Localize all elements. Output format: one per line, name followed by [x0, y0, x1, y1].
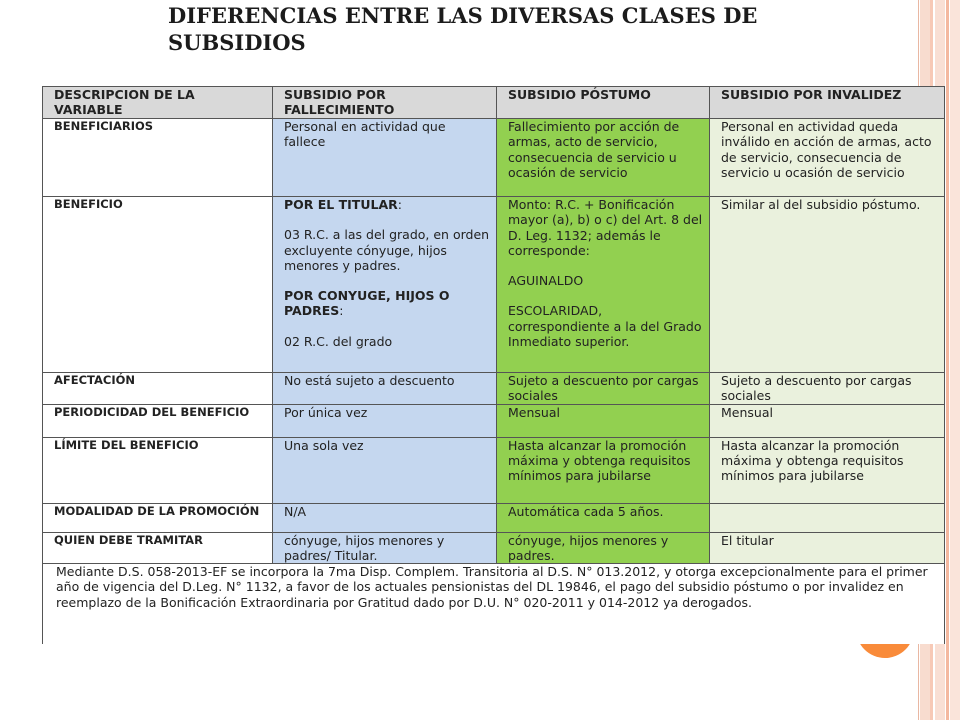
header-variable: DESCRIPCION DE LA VARIABLE [43, 87, 273, 119]
titular-colon: : [397, 197, 402, 212]
header-fallecimiento: SUBSIDIO POR FALLECIMIENTO [273, 87, 497, 119]
conyuge-benefit-text: 02 R.C. del grado [284, 333, 393, 349]
invalidez-cell: Sujeto a descuento por cargas sociales [710, 373, 945, 405]
conyuge-label: POR CONYUGE, HIJOS O PADRES [284, 288, 450, 319]
table-header-row [43, 87, 945, 119]
row-variable-cell: PERIODICIDAD DEL BENEFICIO [43, 404, 273, 437]
header-invalidez: SUBSIDIO POR INVALIDEZ [710, 87, 945, 119]
invalidez-cell: Mensual [710, 404, 945, 437]
fallecimiento-cell: Por única vez [273, 404, 497, 437]
titular-benefit-text: 03 R.C. a las del grado, en orden excluyente cónyuge, hijos menores y padres. [284, 227, 490, 273]
table-row [43, 373, 945, 405]
fallecimiento-cell: cónyuge, hijos menores y padres/ Titular. [273, 532, 497, 564]
postumo-cell: Hasta alcanzar la promoción máxima y obtenga requisitos mínimos para jubilarse [497, 437, 710, 503]
decor-stripe [950, 0, 960, 720]
table-note-row [43, 564, 945, 645]
table-row [43, 437, 945, 503]
row-variable-cell: MODALIDAD DE LA PROMOCIÓN [43, 503, 273, 532]
table-row [43, 404, 945, 437]
postumo-cell: cónyuge, hijos menores y padres. [497, 532, 710, 564]
fallecimiento-cell: Una sola vez [273, 437, 497, 503]
postumo-cell: Fallecimiento por acción de armas, acto de servicio, consecuencia de servicio u ocasión de servicio [497, 119, 710, 197]
decree-note: Mediante D.S. 058-2013-EF se incorpora la 7ma Disp. Complem. Transitoria al D.S. N° 013.2012, y otorga excepcionalmente para el primer año de vigencia del D.Leg. N° 1132, a favor de los actuales pensionistas del DL 19846, el pago del subsidio póstumo o por invalidez en reemplazo de la Bonificación Extraordinaria por Gratitud dado por D.U. N° 020-2011 y 014-2012 ya derogados. [43, 564, 945, 645]
header-postumo: SUBSIDIO PÓSTUMO [497, 87, 710, 119]
row-variable-cell: LÍMITE DEL BENEFICIO [43, 437, 273, 503]
subsidy-comparison-table [42, 86, 945, 644]
postumo-cell [497, 197, 710, 373]
invalidez-cell [710, 503, 945, 532]
fallecimiento-cell: Personal en actividad que fallece [273, 119, 497, 197]
row-variable-cell: BENEFICIO [43, 197, 273, 373]
table-row [43, 532, 945, 564]
decor-stripe [946, 0, 949, 720]
titular-label: POR EL TITULAR [284, 197, 398, 212]
table-row [43, 119, 945, 197]
row-variable-cell: BENEFICIARIOS [43, 119, 273, 197]
postumo-cell: Sujeto a descuento por cargas sociales [497, 373, 710, 405]
invalidez-cell: El titular [710, 532, 945, 564]
row-variable-cell: QUIEN DEBE TRAMITAR [43, 532, 273, 564]
postumo-monto-text: Monto: R.C. + Bonificación mayor (a), b) o c) del Art. 8 del D. Leg. 1132; además le corresponde: [508, 197, 703, 258]
postumo-escolaridad-text: ESCOLARIDAD, correspondiente a la del Grado Inmediato superior. [508, 303, 702, 350]
row-variable-cell: AFECTACIÓN [43, 373, 273, 405]
postumo-aguinaldo-text: AGUINALDO [508, 273, 584, 289]
invalidez-cell: Similar al del subsidio póstumo. [710, 197, 945, 373]
table-row [43, 503, 945, 532]
invalidez-cell: Personal en actividad queda inválido en acción de armas, acto de servicio, consecuencia de servicio u ocasión de servicio [710, 119, 945, 197]
fallecimiento-cell: N/A [273, 503, 497, 532]
conyuge-colon: : [339, 303, 344, 319]
comparison-table-wrap [42, 86, 944, 644]
invalidez-cell: Hasta alcanzar la promoción máxima y obtenga requisitos mínimos para jubilarse [710, 437, 945, 503]
table-row [43, 197, 945, 373]
fallecimiento-cell [273, 197, 497, 373]
postumo-cell: Mensual [497, 404, 710, 437]
slide-title: DIFERENCIAS ENTRE LAS DIVERSAS CLASES DE SUBSIDIOS [168, 3, 758, 55]
fallecimiento-cell: No está sujeto a descuento [273, 373, 497, 405]
postumo-cell: Automática cada 5 años. [497, 503, 710, 532]
